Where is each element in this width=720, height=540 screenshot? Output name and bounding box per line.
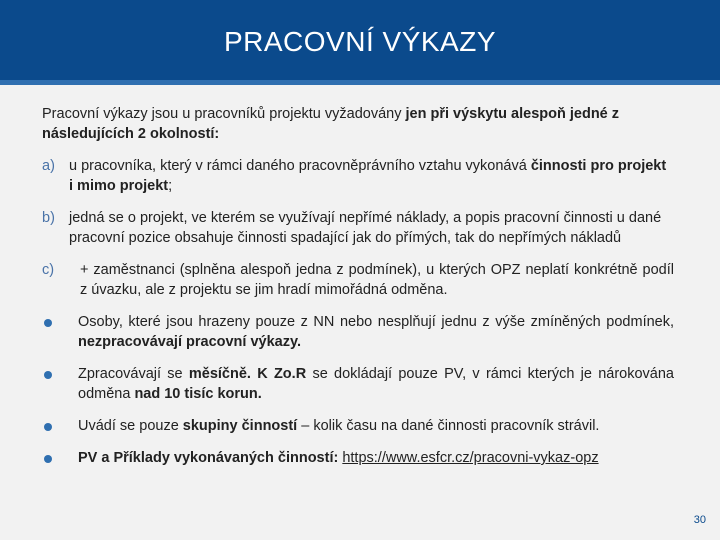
bullet-4-emphasis: PV a Příklady vykonávaných činností:	[78, 450, 343, 466]
bullet-item-4	[42, 448, 674, 468]
bullet-3-text-3: – kolik času na dané činnosti pracovník strávil.	[297, 418, 600, 434]
bullet-2-text-1: Zpracovávají se	[78, 366, 189, 382]
bullet-2-emphasis-1: měsíčně. K Zo.R	[188, 366, 307, 382]
esfcr-link[interactable]: https://www.esfcr.cz/pracovni-vykaz-opz	[342, 450, 599, 466]
slide-content	[42, 104, 674, 480]
bullet-dot-icon	[44, 319, 52, 327]
list-marker-b: b)	[42, 210, 55, 226]
intro-paragraph	[42, 104, 674, 144]
list-item-c-text: + zaměstnanci (splněna alespoň jedna z podmínek), u kterých OPZ neplatí konkrétně podíl z úvazku, ale z projektu se jim hradí mimořádná odměna.	[80, 262, 674, 298]
bullet-item-2	[42, 364, 674, 404]
list-item-b-text: jedná se o projekt, ve kterém se využívají nepřímé náklady, a popis pracovní činnosti u dané pracovní pozice obsahuje činnosti spadající jak do přímých, tak do nepřímých nákladů	[69, 210, 662, 246]
intro-text: Pracovní výkazy jsou u pracovníků projektu vyžadovány	[42, 106, 406, 122]
bullet-2-emphasis-2: nad 10 tisíc korun.	[134, 386, 262, 402]
bullet-item-3	[42, 416, 674, 436]
item-a-text-1: u pracovníka, který v rámci daného pracovněprávního vztahu vykonává	[69, 158, 531, 174]
bullet-dot-icon	[44, 371, 52, 379]
header-bar	[0, 0, 720, 85]
list-item-b	[42, 208, 674, 248]
bullet-1-emphasis: nezpracovávají pracovní výkazy.	[78, 334, 301, 350]
item-a-text-3: ;	[168, 178, 173, 194]
bullet-dot-icon	[44, 455, 52, 463]
bullet-dot-icon	[44, 423, 52, 431]
bullet-item-1	[42, 312, 674, 352]
list-item-c	[42, 260, 674, 300]
list-marker-c: c)	[42, 262, 55, 278]
list-item-a	[42, 156, 674, 196]
bullet-1-text-1: Osoby, které jsou hrazeny pouze z NN nebo nesplňují jednu z výše zmíněných podmínek,	[78, 314, 674, 330]
bullet-2-text	[78, 364, 674, 404]
page-number: 30	[693, 514, 706, 526]
bullet-1-text	[78, 312, 674, 352]
bullet-4-text	[78, 448, 674, 468]
intro-emphasis: jen při výskytu alespoň jedné z následujících 2 okolností:	[42, 106, 620, 142]
slide-title: PRACOVNÍ VÝKAZY	[223, 26, 496, 57]
list-item-a-text	[69, 156, 674, 196]
list-marker-a: a)	[42, 158, 55, 174]
bullet-2-text-3: se dokládají pouze PV, v rámci kterých je nárokována odměna	[78, 366, 674, 402]
bullet-3-emphasis: skupiny činností	[182, 418, 298, 434]
bullet-3-text	[78, 416, 674, 436]
item-a-emphasis: činnosti pro projekt i mimo projekt	[69, 158, 667, 194]
bullet-3-text-1: Uvádí se pouze	[78, 418, 183, 434]
